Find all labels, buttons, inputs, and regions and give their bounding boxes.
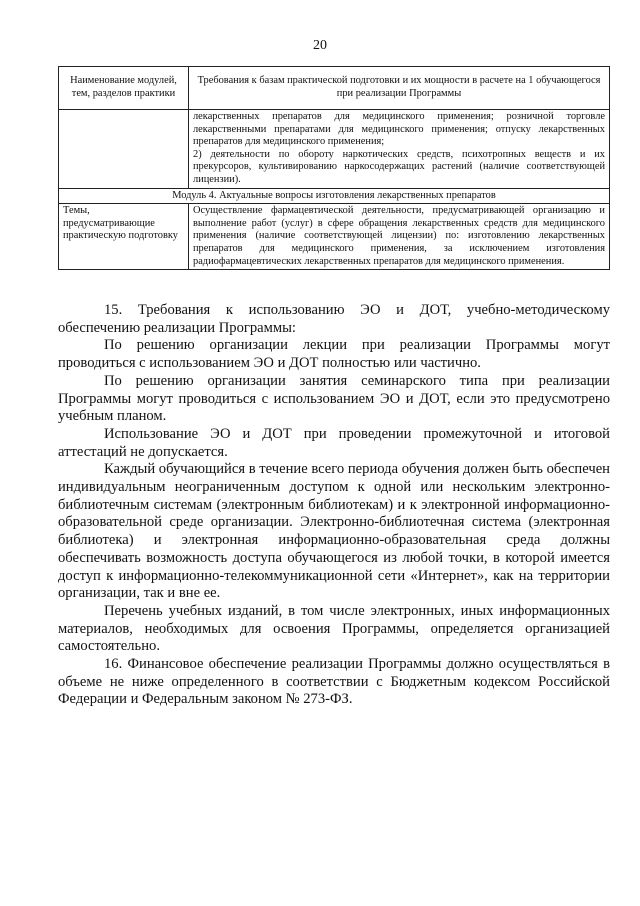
continuation-line-1: лекарственных препаратов для медицинского применения; розничной торговле лекарственными препаратами для медицинского применения; отпуску лекарственных препаратов для медицинского применения;	[193, 111, 605, 148]
table-row	[59, 110, 610, 189]
paragraph-library-access: Каждый обучающийся в течение всего периода обучения должен быть обеспечен индивидуальным неограниченным доступом к одной или нескольким электронно-библиотечным системам (электронным библиотекам) и к электронной информационно-образовательной среде организации. Электронно-библиотечная система (электронная библиотека) и электронная информационно-образовательная среда должны обеспечивать возможность доступа обучающегося из любой точки, в которой имеется доступ к информационно-телекоммуникационной сети «Интернет», как на территории организации, так и вне ее.	[58, 461, 610, 602]
continuation-cell	[189, 110, 610, 189]
paragraph-seminars: По решению организации занятия семинарского типа при реализации Программы могут проводиться с использованием ЭО и ДОТ, если это предусмотрено учебным планом.	[58, 372, 610, 425]
header-modules: Наименование модулей, тем, разделов практики	[59, 67, 189, 110]
page-number: 20	[313, 38, 327, 53]
table-row	[59, 204, 610, 270]
paragraph-lectures: По решению организации лекции при реализации Программы могут проводиться с использованием ЭО и ДОТ полностью или частично.	[58, 337, 610, 372]
paragraph-attestation: Использование ЭО и ДОТ при проведении промежуточной и итоговой аттестаций не допускается.	[58, 425, 610, 460]
table-header-row	[59, 67, 610, 110]
header-requirements: Требования к базам практической подготовки и их мощности в расчете на 1 обучающегося при реализации Программы	[189, 67, 610, 110]
body-text	[58, 302, 610, 709]
continuation-line-2: 2) деятельности по обороту наркотических средств, психотропных веществ и их прекурсоров, культивированию наркосодержащих растений (наличие соответствующей лицензии).	[193, 148, 605, 185]
paragraph-16-financing: 16. Финансовое обеспечение реализации Программы должно осуществляться в объеме не ниже определенного в соответствии с Бюджетным кодексом Российской Федерации и Федеральным законом № 273-ФЗ.	[58, 656, 610, 708]
requirements-cell: Осуществление фармацевтической деятельности, предусматривающей организацию и выполнение работ (услуг) в сфере обращения лекарственных средств для медицинского применения (наличие соответствующей лицензии) по: изготовлению лекарственных препаратов для медицинского применения, за исключением изготовления радиофармацевтических лекарственных препаратов для медицинского применения.	[189, 204, 610, 270]
module-row	[59, 188, 610, 204]
continuation-left-cell	[59, 110, 189, 189]
paragraph-15-heading: 15. Требования к использованию ЭО и ДОТ, учебно-методическому обеспечению реализации Программы:	[58, 302, 610, 336]
requirements-table	[58, 66, 610, 270]
paragraph-publications: Перечень учебных изданий, в том числе электронных, иных информационных материалов, необходимых для освоения Программы, определяется организацией самостоятельно.	[58, 602, 610, 655]
topic-cell: Темы, предусматривающие практическую подготовку	[59, 204, 189, 270]
module-title: Модуль 4. Актуальные вопросы изготовления лекарственных препаратов	[59, 188, 610, 204]
